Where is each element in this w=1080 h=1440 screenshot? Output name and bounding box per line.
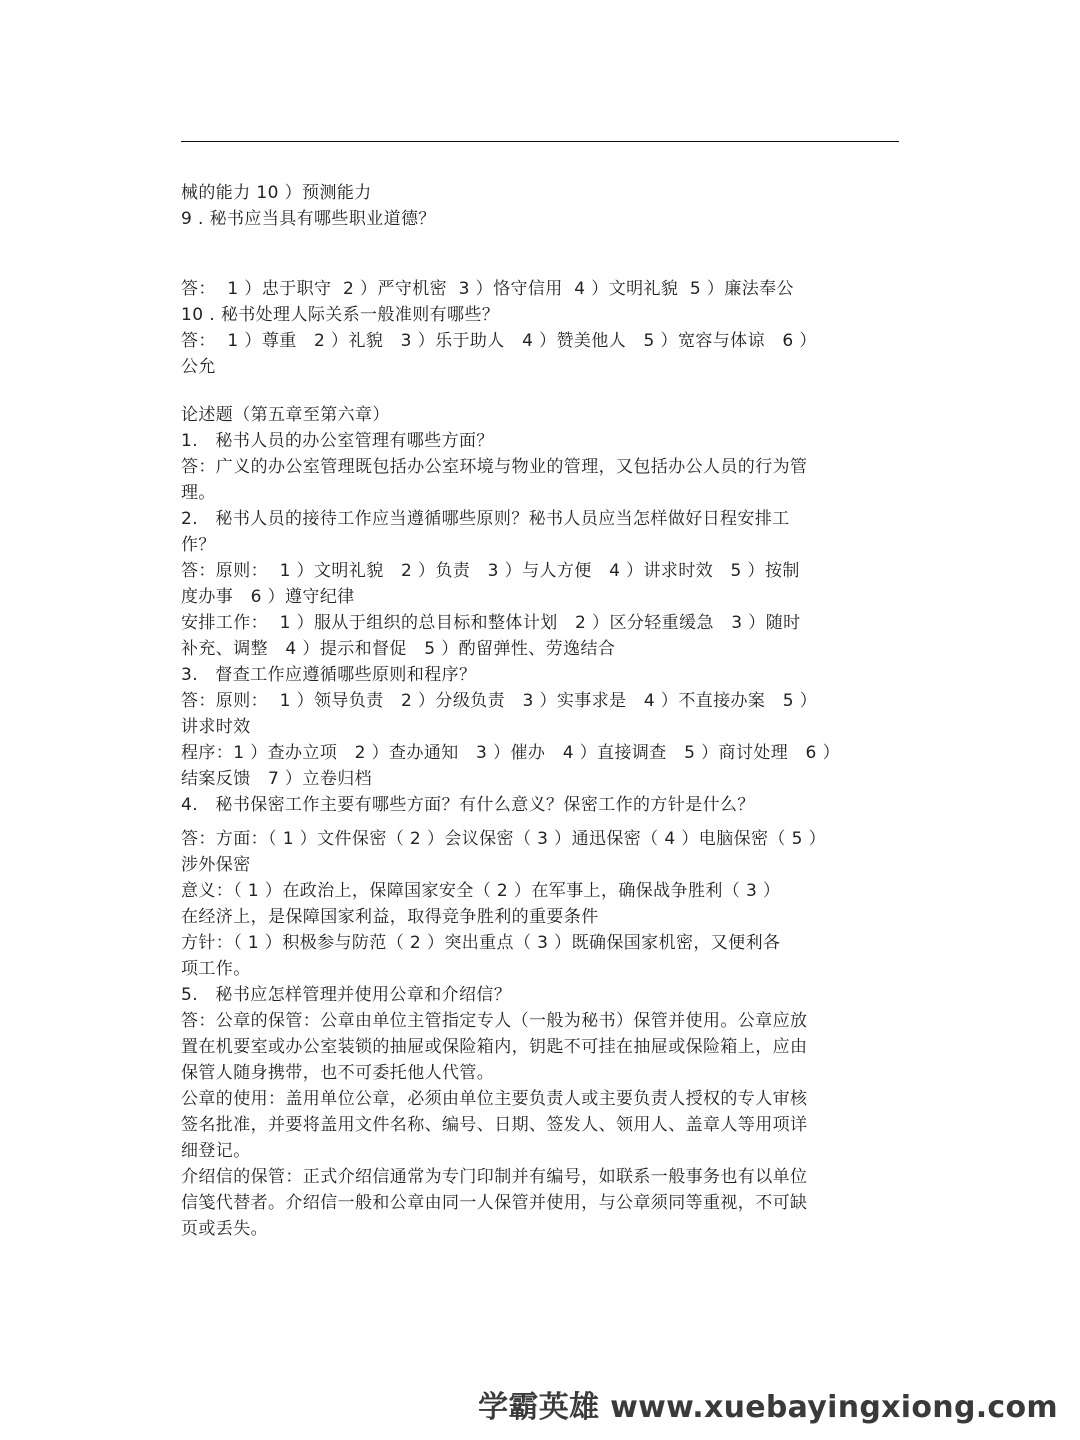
essay-question-2: 2. 秘书人员的接待工作应当遵循哪些原则？秘书人员应当怎样做好日程安排工 <box>181 509 790 529</box>
essay-answer-4: 答：方面：（ 1 ）文件保密（ 2 ）会议保密（ 3 ）通迅保密（ 4 ）电脑保密（ 5 ） <box>181 829 827 849</box>
essay-question-5: 5. 秘书应怎样管理并使用公章和介绍信？ <box>181 985 512 1005</box>
text-line: 保管人随身携带，也不可委托他人代管。 <box>181 1063 495 1083</box>
essay-answer-3: 答：原则： 1 ）领导负责 2 ）分级负责 3 ）实事求是 4 ）不直接办案 5 ） <box>181 691 818 711</box>
question-9: 9 . 秘书应当具有哪些职业道德？ <box>181 209 436 229</box>
text-line: 讲求时效 <box>181 717 251 737</box>
text-line: 页或丢失。 <box>181 1219 268 1239</box>
watermark: 学霸英雄 www.xuebayingxiong.com <box>478 1390 1058 1425</box>
section-heading: 论述题（第五章至第六章） <box>181 405 390 425</box>
text-line: 项工作。 <box>181 959 251 979</box>
text-line: 签名批准，并要将盖用文件名称、编号、日期、签发人、领用人、盖章人等用项详 <box>181 1115 808 1135</box>
text-line: 安排工作： 1 ）服从于组织的总目标和整体计划 2 ）区分轻重缓急 3 ）随时 <box>181 613 801 633</box>
essay-answer-2: 答：原则： 1 ）文明礼貌 2 ）负责 3 ）与人方便 4 ）讲求时效 5 ）按制 <box>181 561 800 581</box>
essay-question-3: 3. 督查工作应遵循哪些原则和程序？ <box>181 665 477 685</box>
text-line: 补充、调整 4 ）提示和督促 5 ）酌留弹性、劳逸结合 <box>181 639 616 659</box>
essay-question-1: 1. 秘书人员的办公室管理有哪些方面？ <box>181 431 494 451</box>
text-line: 公允 <box>181 357 216 377</box>
text-line: 在经济上，是保障国家利益，取得竞争胜利的重要条件 <box>181 907 599 927</box>
header-rule <box>181 141 899 142</box>
document-body <box>181 180 901 1242</box>
answer-10: 答： 1 ）尊重 2 ）礼貌 3 ）乐于助人 4 ）赞美他人 5 ）宽容与体谅 6 ） <box>181 331 817 351</box>
text-line: 公章的使用：盖用单位公章，必须由单位主要负责人或主要负责人授权的专人审核 <box>181 1089 808 1109</box>
text-line: 信笺代替者。介绍信一般和公章由同一人保管并使用，与公章须同等重视，不可缺 <box>181 1193 808 1213</box>
text-line: 结案反馈 7 ）立卷归档 <box>181 769 373 789</box>
text-line: 置在机要室或办公室装锁的抽屉或保险箱内，钥匙不可挂在抽屉或保险箱上，应由 <box>181 1037 808 1057</box>
text-line: 程序：1 ）查办立项 2 ）查办通知 3 ）催办 4 ）直接调查 5 ）商讨处理 6 ） <box>181 743 840 763</box>
question-10: 10 . 秘书处理人际关系一般准则有哪些？ <box>181 305 500 325</box>
essay-question-4: 4. 秘书保密工作主要有哪些方面？有什么意义？保密工作的方针是什么？ <box>181 795 755 815</box>
text-line: 意义：（ 1 ）在政治上，保障国家安全（ 2 ）在军事上，确保战争胜利（ 3 ） <box>181 881 781 901</box>
text-line: 介绍信的保管：正式介绍信通常为专门印制并有编号，如联系一般事务也有以单位 <box>181 1167 808 1187</box>
essay-answer-1: 答：广义的办公室管理既包括办公室环境与物业的管理，又包括办公人员的行为管 <box>181 457 808 477</box>
text-line: 作？ <box>181 535 216 555</box>
text-line: 方针：（ 1 ）积极参与防范（ 2 ）突出重点（ 3 ）既确保国家机密，又便利各 <box>181 933 781 953</box>
text-line: 理。 <box>181 483 216 503</box>
essay-answer-5: 答：公章的保管：公章由单位主管指定专人（一般为秘书）保管并使用。公章应放 <box>181 1011 808 1031</box>
text-line: 械的能力 10 ）预测能力 <box>181 183 372 203</box>
answer-9: 答： 1 ）忠于职守 2 ）严守机密 3 ）恪守信用 4 ）文明礼貌 5 ）廉法奉公 <box>181 279 794 299</box>
text-line: 涉外保密 <box>181 855 251 875</box>
text-line: 细登记。 <box>181 1141 251 1161</box>
text-line: 度办事 6 ）遵守纪律 <box>181 587 355 607</box>
